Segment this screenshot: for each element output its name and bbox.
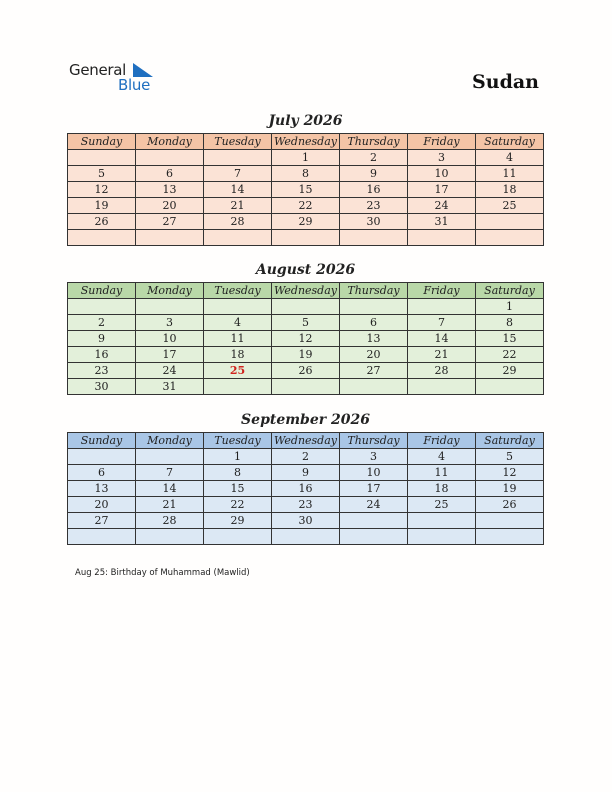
day-cell <box>68 529 136 545</box>
day-cell: 28 <box>408 363 476 379</box>
day-cell: 11 <box>408 465 476 481</box>
day-cell <box>340 379 408 395</box>
day-cell: 16 <box>272 481 340 497</box>
day-cell <box>204 230 272 246</box>
weekday-header: Tuesday <box>204 134 272 150</box>
day-cell: 7 <box>204 166 272 182</box>
day-cell: 21 <box>204 198 272 214</box>
day-cell <box>136 529 204 545</box>
week-row <box>68 166 544 182</box>
day-cell: 10 <box>340 465 408 481</box>
day-cell: 4 <box>408 449 476 465</box>
day-cell <box>408 299 476 315</box>
day-cell: 20 <box>68 497 136 513</box>
day-cell: 30 <box>272 513 340 529</box>
day-cell: 19 <box>476 481 544 497</box>
day-cell <box>408 513 476 529</box>
day-cell: 12 <box>272 331 340 347</box>
day-cell <box>136 150 204 166</box>
day-cell: 3 <box>136 315 204 331</box>
day-cell: 14 <box>204 182 272 198</box>
day-cell <box>272 230 340 246</box>
day-cell: 22 <box>272 198 340 214</box>
day-cell: 17 <box>408 182 476 198</box>
day-cell: 8 <box>204 465 272 481</box>
day-cell <box>204 379 272 395</box>
day-cell: 4 <box>476 150 544 166</box>
weekday-header: Saturday <box>476 433 544 449</box>
day-cell: 10 <box>136 331 204 347</box>
week-row <box>68 214 544 230</box>
weekday-header: Friday <box>408 283 476 299</box>
day-cell <box>408 230 476 246</box>
day-cell: 4 <box>204 315 272 331</box>
day-cell: 26 <box>476 497 544 513</box>
day-cell: 28 <box>136 513 204 529</box>
day-cell: 9 <box>68 331 136 347</box>
day-cell: 13 <box>68 481 136 497</box>
month-title-september: September 2026 <box>241 412 370 428</box>
day-cell: 2 <box>68 315 136 331</box>
weekday-header-row <box>68 283 544 299</box>
day-cell: 28 <box>204 214 272 230</box>
month-title-july: July 2026 <box>268 113 343 129</box>
day-cell: 27 <box>136 214 204 230</box>
weekday-header: Monday <box>136 283 204 299</box>
day-cell: 9 <box>340 166 408 182</box>
day-cell: 6 <box>68 465 136 481</box>
weekday-header: Wednesday <box>272 134 340 150</box>
logo-flag-icon <box>133 63 153 77</box>
day-cell <box>272 299 340 315</box>
day-cell: 20 <box>136 198 204 214</box>
day-cell-holiday: 25 <box>204 363 272 379</box>
weekday-header: Saturday <box>476 283 544 299</box>
week-row <box>68 465 544 481</box>
day-cell <box>68 230 136 246</box>
day-cell: 1 <box>204 449 272 465</box>
week-row <box>68 481 544 497</box>
day-cell: 27 <box>68 513 136 529</box>
day-cell: 24 <box>136 363 204 379</box>
weekday-header: Saturday <box>476 134 544 150</box>
weekday-header: Tuesday <box>204 283 272 299</box>
day-cell: 9 <box>272 465 340 481</box>
week-row <box>68 198 544 214</box>
day-cell: 15 <box>204 481 272 497</box>
day-cell: 23 <box>340 198 408 214</box>
day-cell <box>340 230 408 246</box>
weekday-header: Friday <box>408 433 476 449</box>
day-cell: 8 <box>476 315 544 331</box>
week-row <box>68 150 544 166</box>
weekday-header-row <box>68 433 544 449</box>
day-cell: 5 <box>476 449 544 465</box>
day-cell <box>68 150 136 166</box>
day-cell <box>136 230 204 246</box>
generalblue-logo <box>69 61 169 97</box>
day-cell: 16 <box>340 182 408 198</box>
country-title: Sudan <box>472 71 539 93</box>
day-cell: 6 <box>340 315 408 331</box>
calendar-august <box>67 282 544 395</box>
logo-text-general: General <box>69 61 127 79</box>
day-cell: 20 <box>340 347 408 363</box>
day-cell: 8 <box>272 166 340 182</box>
day-cell: 15 <box>272 182 340 198</box>
weekday-header: Monday <box>136 134 204 150</box>
day-cell: 18 <box>476 182 544 198</box>
weekday-header: Sunday <box>68 134 136 150</box>
day-cell <box>476 513 544 529</box>
day-cell: 25 <box>408 497 476 513</box>
day-cell: 12 <box>476 465 544 481</box>
weekday-header: Monday <box>136 433 204 449</box>
day-cell: 30 <box>68 379 136 395</box>
day-cell: 19 <box>272 347 340 363</box>
week-row <box>68 529 544 545</box>
holiday-note: Aug 25: Birthday of Muhammad (Mawlid) <box>75 568 250 578</box>
day-cell: 7 <box>136 465 204 481</box>
weekday-header: Tuesday <box>204 433 272 449</box>
day-cell: 23 <box>68 363 136 379</box>
day-cell <box>204 299 272 315</box>
week-row <box>68 497 544 513</box>
week-row <box>68 379 544 395</box>
month-title-august: August 2026 <box>255 262 356 278</box>
day-cell: 27 <box>340 363 408 379</box>
day-cell: 5 <box>68 166 136 182</box>
day-cell: 12 <box>68 182 136 198</box>
weekday-header-row <box>68 134 544 150</box>
day-cell: 22 <box>204 497 272 513</box>
day-cell <box>136 299 204 315</box>
day-cell: 3 <box>340 449 408 465</box>
weekday-header: Sunday <box>68 433 136 449</box>
day-cell: 24 <box>408 198 476 214</box>
day-cell <box>340 529 408 545</box>
calendar-july <box>67 133 544 246</box>
day-cell: 31 <box>408 214 476 230</box>
day-cell: 24 <box>340 497 408 513</box>
weekday-header: Friday <box>408 134 476 150</box>
weekday-header: Sunday <box>68 283 136 299</box>
day-cell <box>408 529 476 545</box>
day-cell: 15 <box>476 331 544 347</box>
day-cell: 13 <box>340 331 408 347</box>
day-cell: 17 <box>340 481 408 497</box>
day-cell: 29 <box>476 363 544 379</box>
day-cell: 11 <box>204 331 272 347</box>
day-cell <box>476 230 544 246</box>
day-cell: 13 <box>136 182 204 198</box>
day-cell: 22 <box>476 347 544 363</box>
day-cell: 17 <box>136 347 204 363</box>
day-cell: 18 <box>408 481 476 497</box>
day-cell <box>272 529 340 545</box>
day-cell: 1 <box>476 299 544 315</box>
week-row <box>68 315 544 331</box>
day-cell: 26 <box>272 363 340 379</box>
calendar-september <box>67 432 544 545</box>
day-cell <box>476 214 544 230</box>
week-row <box>68 347 544 363</box>
day-cell <box>340 513 408 529</box>
day-cell <box>408 379 476 395</box>
week-row <box>68 230 544 246</box>
day-cell <box>476 529 544 545</box>
day-cell <box>340 299 408 315</box>
week-row <box>68 331 544 347</box>
day-cell <box>68 449 136 465</box>
day-cell: 21 <box>408 347 476 363</box>
day-cell <box>476 379 544 395</box>
day-cell: 16 <box>68 347 136 363</box>
weekday-header: Wednesday <box>272 283 340 299</box>
logo-text-blue: Blue <box>118 76 150 94</box>
day-cell: 19 <box>68 198 136 214</box>
day-cell: 29 <box>204 513 272 529</box>
day-cell: 1 <box>272 150 340 166</box>
day-cell: 6 <box>136 166 204 182</box>
day-cell <box>272 379 340 395</box>
day-cell: 25 <box>476 198 544 214</box>
weekday-header: Wednesday <box>272 433 340 449</box>
week-row <box>68 182 544 198</box>
weekday-header: Thursday <box>340 134 408 150</box>
day-cell: 31 <box>136 379 204 395</box>
weekday-header: Thursday <box>340 433 408 449</box>
day-cell: 23 <box>272 497 340 513</box>
day-cell: 18 <box>204 347 272 363</box>
week-row <box>68 449 544 465</box>
day-cell: 30 <box>340 214 408 230</box>
day-cell: 11 <box>476 166 544 182</box>
week-row <box>68 513 544 529</box>
day-cell: 3 <box>408 150 476 166</box>
day-cell: 29 <box>272 214 340 230</box>
day-cell: 21 <box>136 497 204 513</box>
weekday-header: Thursday <box>340 283 408 299</box>
day-cell: 2 <box>272 449 340 465</box>
day-cell: 14 <box>408 331 476 347</box>
day-cell: 10 <box>408 166 476 182</box>
day-cell: 2 <box>340 150 408 166</box>
day-cell <box>204 150 272 166</box>
day-cell <box>68 299 136 315</box>
day-cell: 14 <box>136 481 204 497</box>
day-cell <box>136 449 204 465</box>
day-cell: 5 <box>272 315 340 331</box>
day-cell: 7 <box>408 315 476 331</box>
week-row <box>68 299 544 315</box>
week-row <box>68 363 544 379</box>
day-cell <box>204 529 272 545</box>
day-cell: 26 <box>68 214 136 230</box>
